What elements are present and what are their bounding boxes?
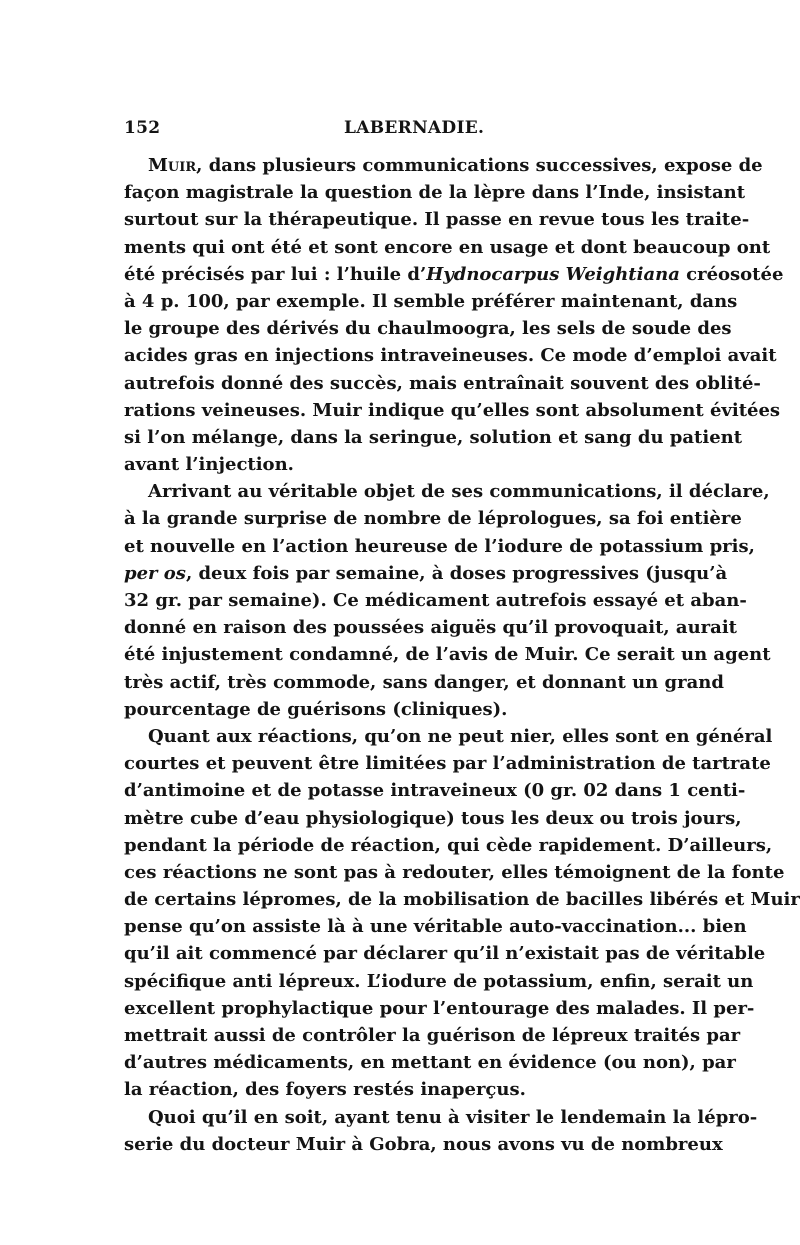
text-line: d’antimoine et de potasse intraveineux (0 gr. 02 dans 1 centi- xyxy=(124,780,746,802)
text-line: Muir, dans plusieurs communications successives, expose de xyxy=(148,155,763,176)
text-line: été précisés par lui : l’huile d’Hydnocarpus Weightiana créosotée xyxy=(124,263,784,285)
text-line: donné en raison des poussées aiguës qu’il provoquait, aurait xyxy=(124,617,737,639)
text-line: très actif, très commode, sans danger, et donnant un grand xyxy=(124,671,724,693)
text-line: avant l’injection. xyxy=(124,454,294,476)
body-text xyxy=(124,152,800,1158)
text-line: Arrivant au véritable objet de ses communications, il déclare, xyxy=(148,481,770,503)
text-line: autrefois donné des succès, mais entraînait souvent des oblité- xyxy=(124,372,761,394)
paragraph-4 xyxy=(124,1104,758,1158)
species-name: Hydnocarpus Weightiana xyxy=(426,263,680,285)
text-line: ces réactions ne sont pas à redouter, elles témoignent de la fonte xyxy=(124,861,785,883)
running-head xyxy=(124,118,684,146)
text-line: la réaction, des foyers restés inaperçus. xyxy=(124,1079,526,1101)
text-line: serie du docteur Muir à Gobra, nous avons vu de nombreux xyxy=(124,1133,723,1155)
latin-phrase: per os xyxy=(124,562,186,584)
text-line: de certains lépromes, de la mobilisation de bacilles libérés et Muir xyxy=(124,889,800,911)
page-number: 152 xyxy=(124,118,161,138)
text-line: excellent prophylactique pour l’entourage des malades. Il per- xyxy=(124,997,755,1019)
text-line: à 4 p. 100, par exemple. Il semble préférer maintenant, dans xyxy=(124,290,738,312)
text-line: Quant aux réactions, qu’on ne peut nier, elles sont en général xyxy=(148,725,773,747)
text-line: le groupe des dérivés du chaulmoogra, les sels de soude des xyxy=(124,318,732,340)
text-line: ments qui ont été et sont encore en usage et dont beaucoup ont xyxy=(124,236,771,258)
text-line: acides gras en injections intraveineuses. Ce mode d’emploi avait xyxy=(124,345,777,367)
text-line: qu’il ait commencé par déclarer qu’il n’existait pas de véritable xyxy=(124,943,766,965)
text-line: pourcentage de guérisons (cliniques). xyxy=(124,698,508,720)
text-line: rations veineuses. Muir indique qu’elles sont absolument évitées xyxy=(124,399,781,421)
text-line: d’autres médicaments, en mettant en évidence (ou non), par xyxy=(124,1052,736,1074)
paragraph-3 xyxy=(124,723,800,1104)
text-line: et nouvelle en l’action heureuse de l’iodure de potassium pris, xyxy=(124,535,755,557)
text-line: pendant la période de réaction, qui cède rapidement. D’ailleurs, xyxy=(124,834,773,856)
book-page xyxy=(124,118,800,1158)
paragraph-1 xyxy=(124,152,784,478)
text-line: spécifique anti lépreux. L’iodure de potassium, enfin, serait un xyxy=(124,970,754,992)
paragraph-2 xyxy=(124,478,771,723)
text-line: mètre cube d’eau physiologique) tous les deux ou trois jours, xyxy=(124,807,742,829)
text-line: mettrait aussi de contrôler la guérison de lépreux traités par xyxy=(124,1025,741,1046)
text-line: façon magistrale la question de la lèpre dans l’Inde, insistant xyxy=(124,182,746,204)
author-name: Muir xyxy=(148,155,197,176)
text-line: été injustement condamné, de l’avis de Muir. Ce serait un agent xyxy=(124,644,771,666)
running-title: LABERNADIE. xyxy=(344,118,485,138)
text-line: si l’on mélange, dans la seringue, solution et sang du patient xyxy=(124,426,743,448)
text-line: surtout sur la thérapeutique. Il passe en revue tous les traite- xyxy=(124,209,750,231)
text-line: Quoi qu’il en soit, ayant tenu à visiter le lendemain la lépro- xyxy=(148,1106,758,1128)
text-line: à la grande surprise de nombre de léprologues, sa foi entière xyxy=(124,508,742,530)
text-line: per os, deux fois par semaine, à doses progressives (jusqu’à xyxy=(124,562,728,584)
text-line: 32 gr. par semaine). Ce médicament autrefois essayé et aban- xyxy=(124,590,747,611)
text-line: courtes et peuvent être limitées par l’administration de tartrate xyxy=(124,753,771,775)
text-line: pense qu’on assiste là à une véritable auto-vaccination... bien xyxy=(124,916,747,938)
